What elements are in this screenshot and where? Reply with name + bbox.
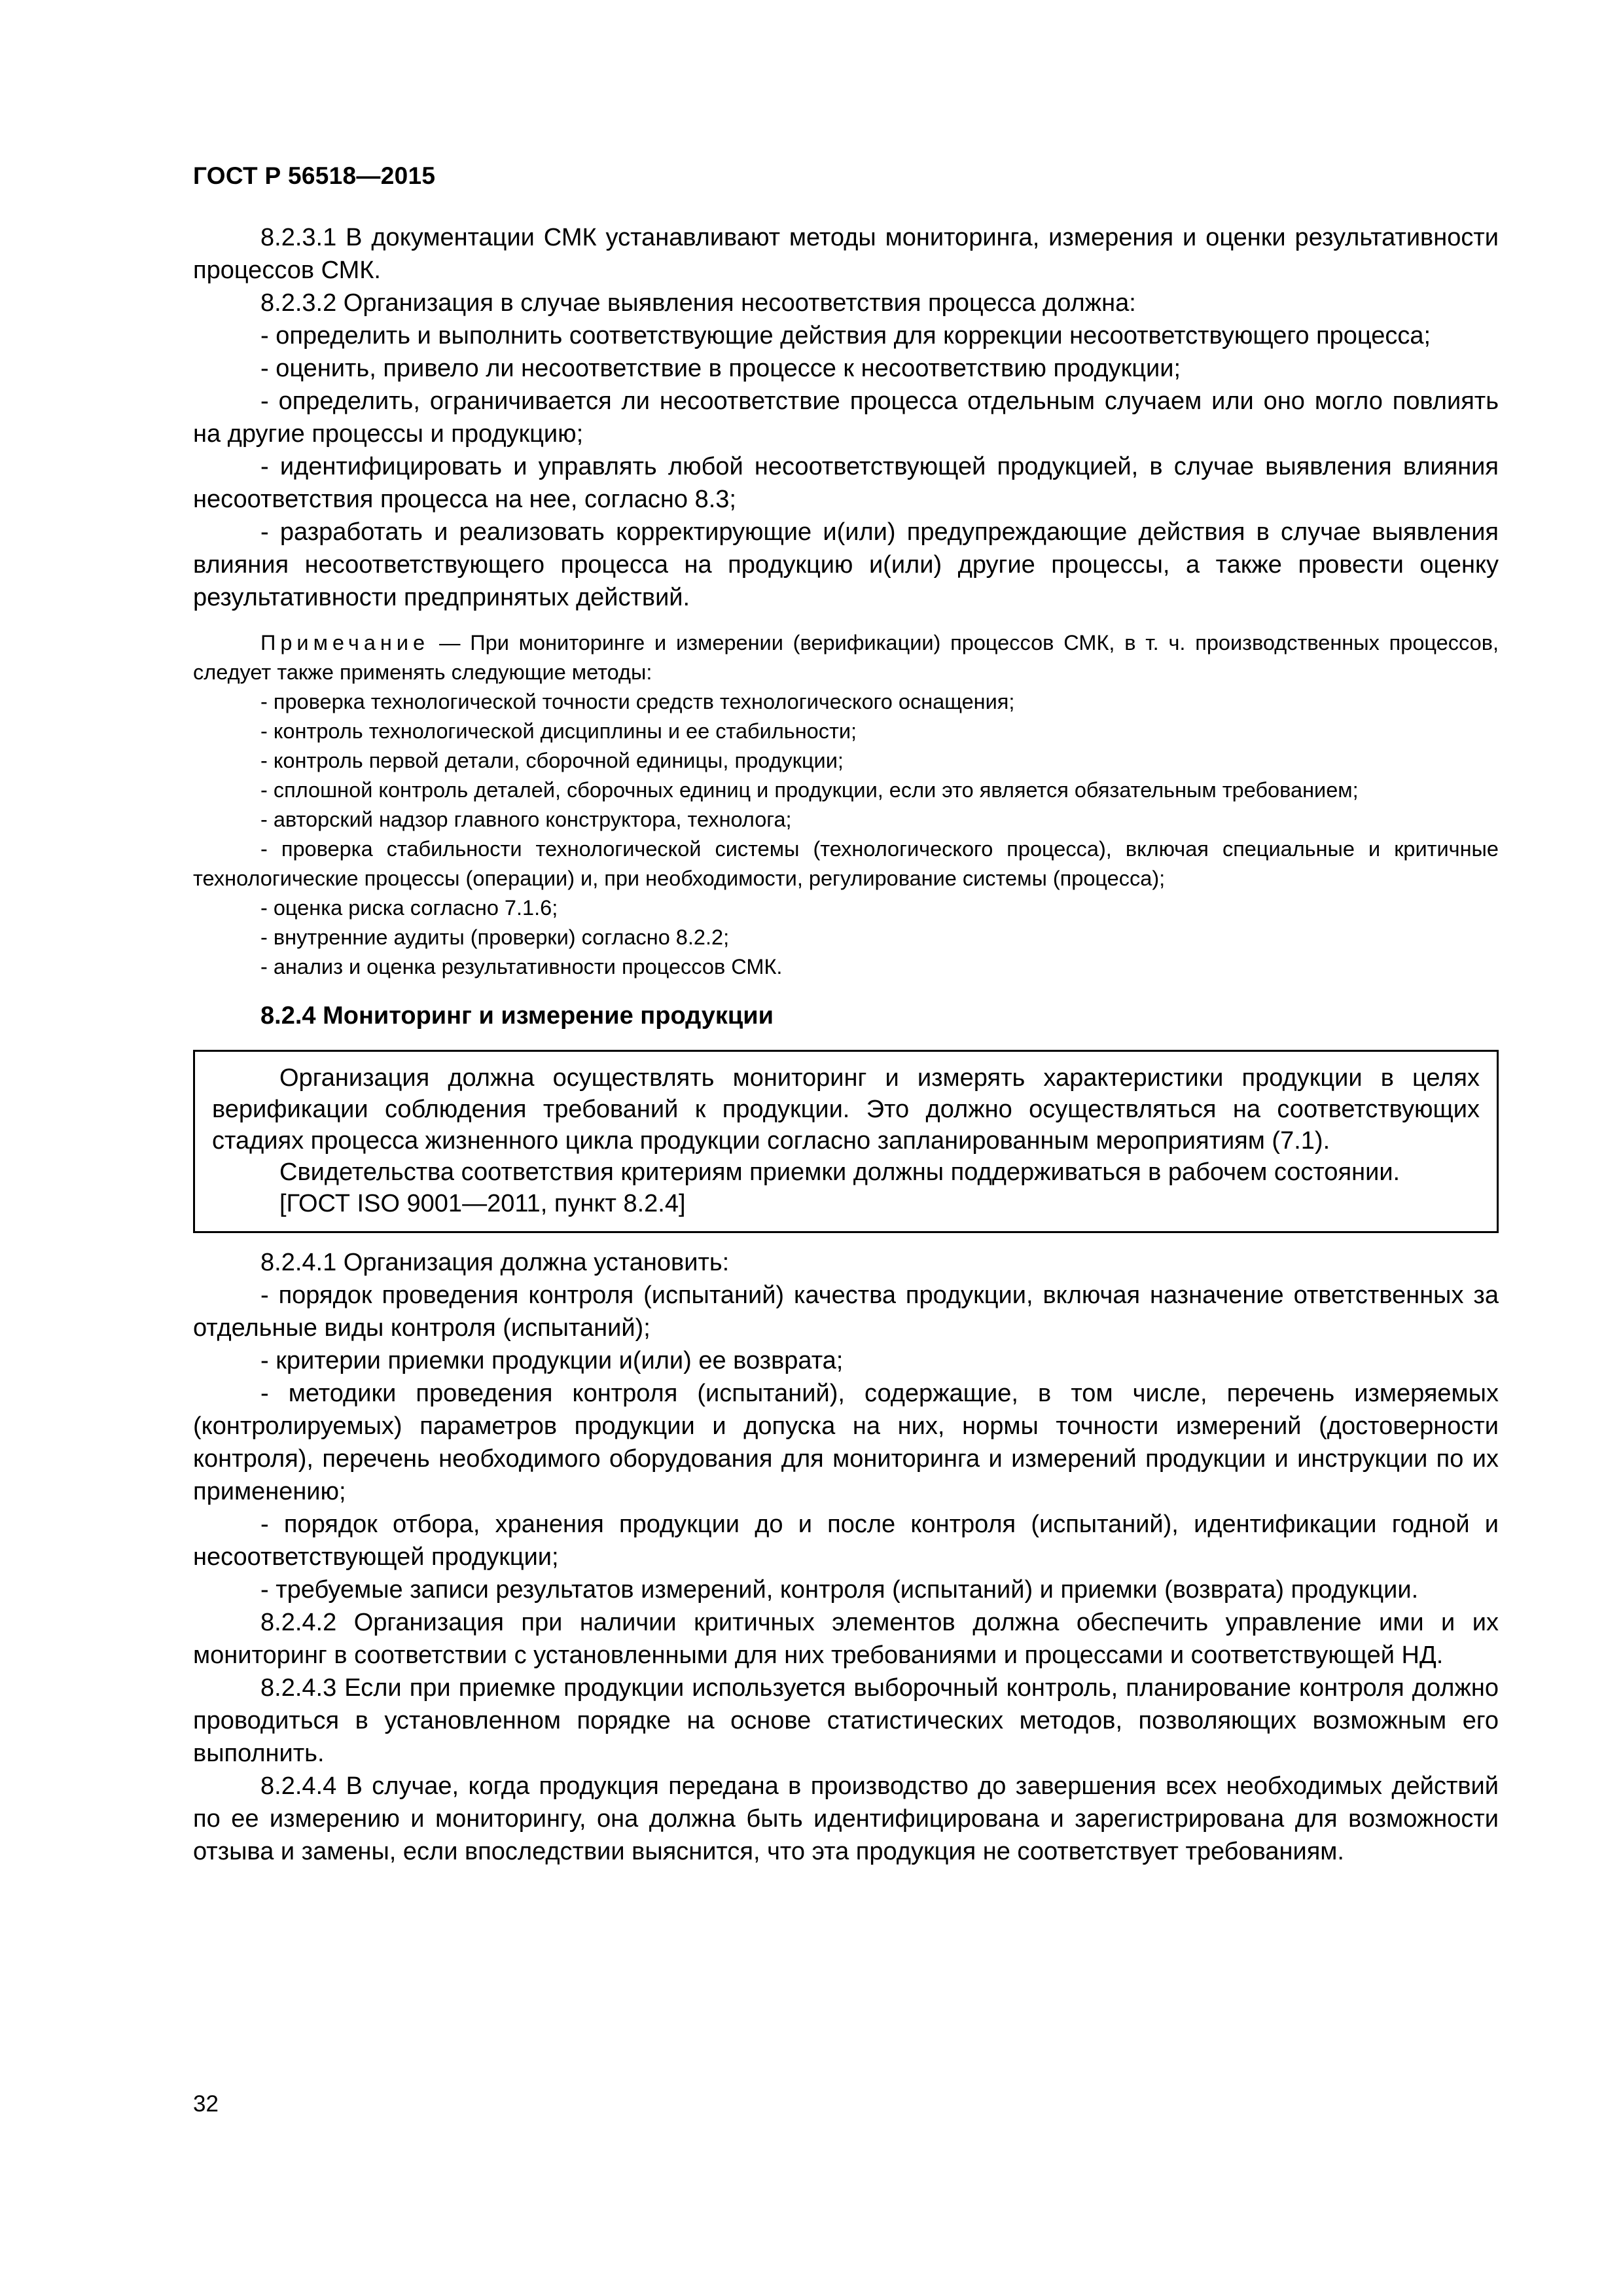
list-item: - критерии приемки продукции и(или) ее возврата; [260,1347,844,1374]
note-intro-text: — При мониторинге и измерении (верификации) процессов СМК, в т. ч. производственных процессов, следует также применять следующие методы: [193,631,1499,684]
list-item: - разработать и реализовать корректирующие и(или) предупреждающие действия в случае выявления влияния несоответствующего процесса на продукцию и(или) другие процессы, а также провести оценку результативности предпринятых действий. [193,518,1499,611]
list-item: - определить, ограничивается ли несоответствие процесса отдельным случаем или оно могло повлиять на другие процессы и продукцию; [193,387,1499,448]
list-item: - определить и выполнить соответствующие действия для коррекции несоответствующего процесса; [260,322,1431,350]
note-list-item: - контроль первой детали, сборочной единицы, продукции; [260,749,844,772]
page-number: 32 [193,2091,219,2117]
note-list-item: - проверка стабильности технологической системы (технологического процесса), включая специальные и критичные технологические процессы (операции) и, при необходимости, регулирование системы (процесса); [193,837,1499,890]
note-list-item: - сплошной контроль деталей, сборочных единиц и продукции, если это является обязательным требованием; [260,778,1359,802]
iso-quote-box [193,1050,1499,1233]
paragraph-8-2-4-4: 8.2.4.4 В случае, когда продукция передана в производство до завершения всех необходимых действий по ее измерению и мониторингу, она должна быть идентифицирована и зарегистрирована для возможности отзыва и замены, если впоследствии выяснится, что эта продукция не соответствует требованиям. [193,1772,1499,1865]
note-label: Примечание [260,631,430,655]
document-id-header: ГОСТ Р 56518—2015 [193,162,436,189]
list-item: - идентифицировать и управлять любой несоответствующей продукцией, в случае выявления влияния несоответствия процесса на нее, согласно 8.3; [193,453,1499,513]
section-title-8-2-4: 8.2.4 Мониторинг и измерение продукции [260,1002,774,1030]
paragraph-8-2-4-3: 8.2.4.3 Если при приемке продукции используется выборочный контроль, планирование контроля должно проводиться в установленном порядке на основе статистических методов, позволяющих возможным его выполнить. [193,1674,1499,1767]
note-list-item: - внутренние аудиты (проверки) согласно 8.2.2; [260,925,730,949]
note-list-item: - контроль технологической дисциплины и ее стабильности; [260,719,857,743]
note-list-item: - проверка технологической точности средств технологического оснащения; [260,690,1015,713]
list-item: - оценить, привело ли несоответствие в процессе к несоответствию продукции; [260,355,1181,382]
list-item: - методики проведения контроля (испытаний), содержащие, в том числе, перечень измеряемых (контролируемых) параметров продукции и допуска на них, нормы точности измерений (достоверности контроля), перечень необходимого оборудования для мониторинга и измерений продукции и инструкции по их применению; [193,1380,1499,1505]
section-8-2-4-body [193,1246,1499,1868]
list-item: - требуемые записи результатов измерений, контроля (испытаний) и приемки (возврата) продукции. [260,1576,1419,1604]
quote-paragraph: Организация должна осуществлять мониторинг и измерять характеристики продукции в целях верификации соблюдения требований к продукции. Это должно осуществляться на соответствующих стадиях процесса жизненного цикла продукции согласно запланированным мероприятиям (7.1). [212,1064,1480,1155]
quote-reference: [ГОСТ ISO 9001—2011, пункт 8.2.4] [279,1190,686,1217]
list-item: - порядок проведения контроля (испытаний) качества продукции, включая назначение ответственных за отдельные виды контроля (испытаний); [193,1282,1499,1342]
note-block [193,628,1499,982]
paragraph-8-2-4-2: 8.2.4.2 Организация при наличии критичных элементов должна обеспечить управление ими и их мониторинг в соответствии с установленными для них требованиями и процессами и соответствующей НД. [193,1609,1499,1669]
paragraph-8-2-3-2: 8.2.3.2 Организация в случае выявления несоответствия процесса должна: [260,289,1136,317]
list-item: - порядок отбора, хранения продукции до и после контроля (испытаний), идентификации годной и несоответствующей продукции; [193,1511,1499,1571]
note-list-item: - оценка риска согласно 7.1.6; [260,896,558,920]
paragraph-8-2-4-1: 8.2.4.1 Организация должна установить: [260,1249,730,1276]
note-list-item: - анализ и оценка результативности процессов СМК. [260,955,783,978]
quote-paragraph: Свидетельства соответствия критериям приемки должны поддерживаться в рабочем состоянии. [279,1158,1400,1186]
note-intro [193,628,1499,687]
document-body [193,221,1499,1868]
note-list-item: - авторский надзор главного конструктора, технолога; [260,808,792,831]
paragraph-8-2-3-1: 8.2.3.1 В документации СМК устанавливают методы мониторинга, измерения и оценки результативности процессов СМК. [193,224,1499,284]
